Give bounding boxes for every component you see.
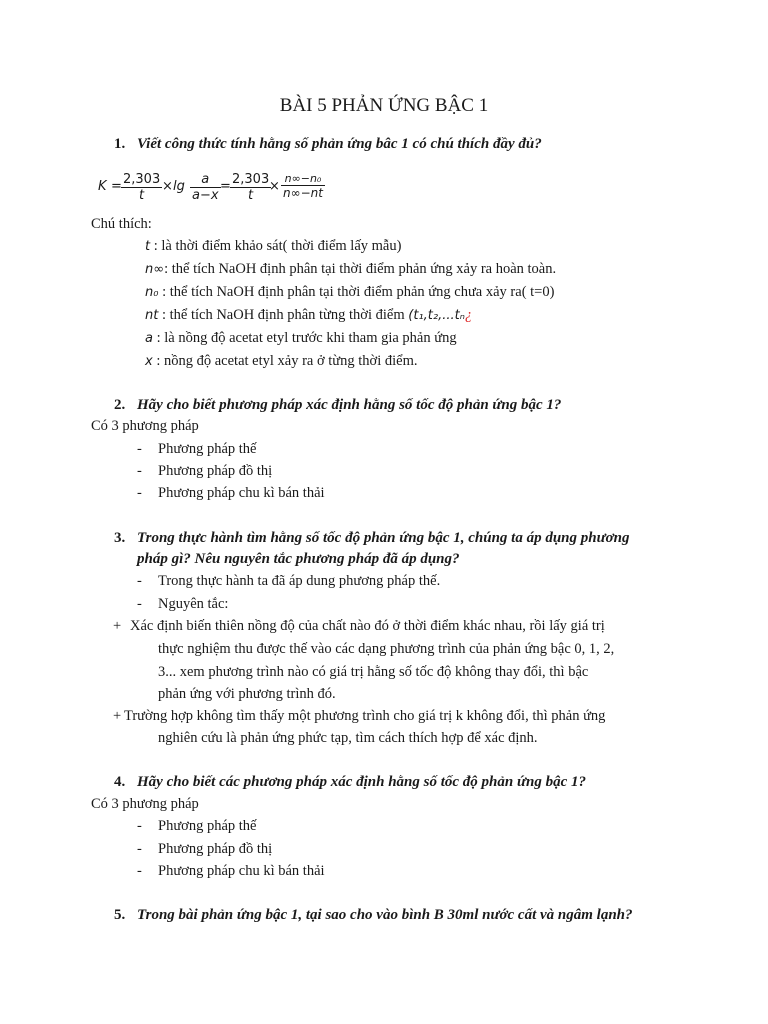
plus-marker-1: +: [113, 618, 122, 634]
question-3-number: 3.: [114, 530, 126, 546]
question-2-text: Hãy cho biết phương pháp xác định hằng số tốc độ phản ứng bậc 1?: [137, 397, 562, 413]
formula-fraction-4-denominator: n∞−nt: [283, 186, 323, 200]
formula-fraction-1-denominator: t: [139, 188, 145, 203]
question-4-number: 4.: [114, 774, 126, 790]
question-4-intro: Có 3 phương pháp: [91, 796, 199, 812]
question-4-item-dash: -: [137, 841, 142, 857]
note-n-t-times: (t₁,t₂,...tₙ: [408, 308, 465, 323]
question-2-item-1: Phương pháp thế: [158, 441, 257, 457]
question-2-item-dash: -: [137, 463, 142, 479]
page-title: BÀI 5 PHẢN ỨNG BẬC 1: [279, 95, 489, 116]
note-a: [145, 330, 457, 347]
question-4-item-dash: -: [137, 818, 142, 834]
formula-fraction-1-numerator: 2,303: [123, 172, 161, 187]
question-2-item-2: Phương pháp đồ thị: [158, 463, 273, 479]
note-t-text: : là thời điểm khảo sát( thời điểm lấy mẫu): [150, 238, 402, 254]
formula-times-1: ×: [162, 179, 173, 194]
question-2-intro: Có 3 phương pháp: [91, 418, 199, 434]
note-t: [145, 238, 401, 255]
question-3-item-1: Trong thực hành ta đã áp dung phương pháp thế.: [158, 573, 441, 589]
note-n-infinity-text: : thể tích NaOH định phân tại thời điểm phản ứng xảy ra hoàn toàn.: [164, 261, 557, 277]
question-1-text: Viết công thức tính hằng số phản ứng bâc 1 có chú thích đầy đủ?: [137, 136, 542, 152]
question-2-number: 2.: [114, 397, 126, 413]
question-4-item-3: Phương pháp chu kì bán thải: [158, 863, 325, 879]
formula-k: K: [98, 179, 107, 194]
question-2-item-dash: -: [137, 441, 142, 457]
formula-fraction-4: [281, 172, 325, 200]
note-n-t-symbol: nt: [145, 308, 159, 323]
principle-1-line-3: 3... xem phương trình nào có giá trị hằng số tốc độ không thay đổi, thì bậc: [158, 664, 589, 680]
formula-equals-2: =: [220, 179, 231, 194]
formula-fraction-4-numerator: n∞−n₀: [281, 172, 325, 186]
formula-times-2: ×: [269, 179, 280, 194]
principle-1-line-4: phản ứng với phương trình đó.: [158, 686, 336, 702]
question-3-item-dash: -: [137, 596, 142, 612]
principle-2-line-2: nghiên cứu là phản ứng phức tạp, tìm cách thích hợp để xác định.: [158, 730, 538, 746]
formula-fraction-2-denominator: a−x: [192, 188, 219, 203]
formula-equals-1: =: [111, 179, 122, 194]
formula-fraction-3-denominator: t: [248, 188, 254, 203]
rate-constant-formula: [98, 168, 338, 212]
note-n-infinity-symbol: n∞: [145, 262, 165, 277]
question-2-item-dash: -: [137, 485, 142, 501]
question-3-text-line-1: Trong thực hành tìm hằng số tốc độ phản ứng bậc 1, chúng ta áp dụng phương: [137, 530, 630, 546]
formula-fraction-1: [121, 172, 162, 203]
question-4-item-2: Phương pháp đồ thị: [158, 841, 273, 857]
formula-fraction-3: [230, 172, 271, 203]
question-3-item-2: Nguyên tắc:: [158, 596, 229, 612]
question-5-text: Trong bài phản ứng bậc 1, tại sao cho vào bình B 30ml nước cất và ngâm lạnh?: [137, 907, 633, 923]
question-3-item-dash: -: [137, 573, 142, 589]
question-4-text: Hãy cho biết các phương pháp xác định hằng số tốc độ phản ứng bậc 1?: [137, 774, 586, 790]
note-n-zero-symbol: n₀: [145, 285, 159, 300]
notes-label: Chú thích:: [91, 216, 152, 232]
note-a-text: : là nồng độ acetat etyl trước khi tham gia phản ứng: [152, 330, 457, 346]
note-t-symbol: t: [145, 239, 151, 254]
plus-marker-2: +: [113, 708, 122, 724]
note-x: [145, 353, 418, 370]
question-3-text-line-2: pháp gì? Nêu nguyên tắc phương pháp đã áp dụng?: [137, 551, 460, 567]
note-n-t: [145, 307, 472, 324]
note-n-t-text: : thể tích NaOH định phân từng thời điểm: [158, 307, 409, 323]
note-n-zero-text: : thể tích NaOH định phân tại thời điểm phản ứng chưa xảy ra( t=0): [158, 284, 555, 300]
note-x-text: : nồng độ acetat etyl xảy ra ở từng thời điểm.: [152, 353, 418, 369]
note-a-symbol: a: [145, 331, 153, 346]
question-4-item-1: Phương pháp thế: [158, 818, 257, 834]
note-n-t-mark: ¿: [464, 307, 473, 323]
principle-1-line-1: Xác định biến thiên nồng độ của chất nào đó ở thời điểm khác nhau, rồi lấy giá trị: [130, 618, 605, 634]
question-2-item-3: Phương pháp chu kì bán thải: [158, 485, 325, 501]
principle-1-line-2: thực nghiệm thu được thế vào các dạng phương trình của phản ứng bậc 0, 1, 2,: [158, 641, 615, 657]
question-4-item-dash: -: [137, 863, 142, 879]
formula-fraction-3-numerator: 2,303: [232, 172, 270, 187]
formula-fraction-2: [190, 172, 221, 203]
question-1-number: 1.: [114, 136, 126, 152]
formula-lg: lg: [173, 179, 185, 194]
formula-fraction-2-numerator: a: [190, 172, 221, 188]
principle-2-line-1: Trường hợp không tìm thấy một phương trình cho giá trị k không đổi, thì phản ứng: [124, 708, 606, 724]
note-n-infinity: [145, 261, 556, 278]
note-x-symbol: x: [145, 354, 153, 369]
note-n-zero: [145, 284, 554, 301]
question-5-number: 5.: [114, 907, 126, 923]
